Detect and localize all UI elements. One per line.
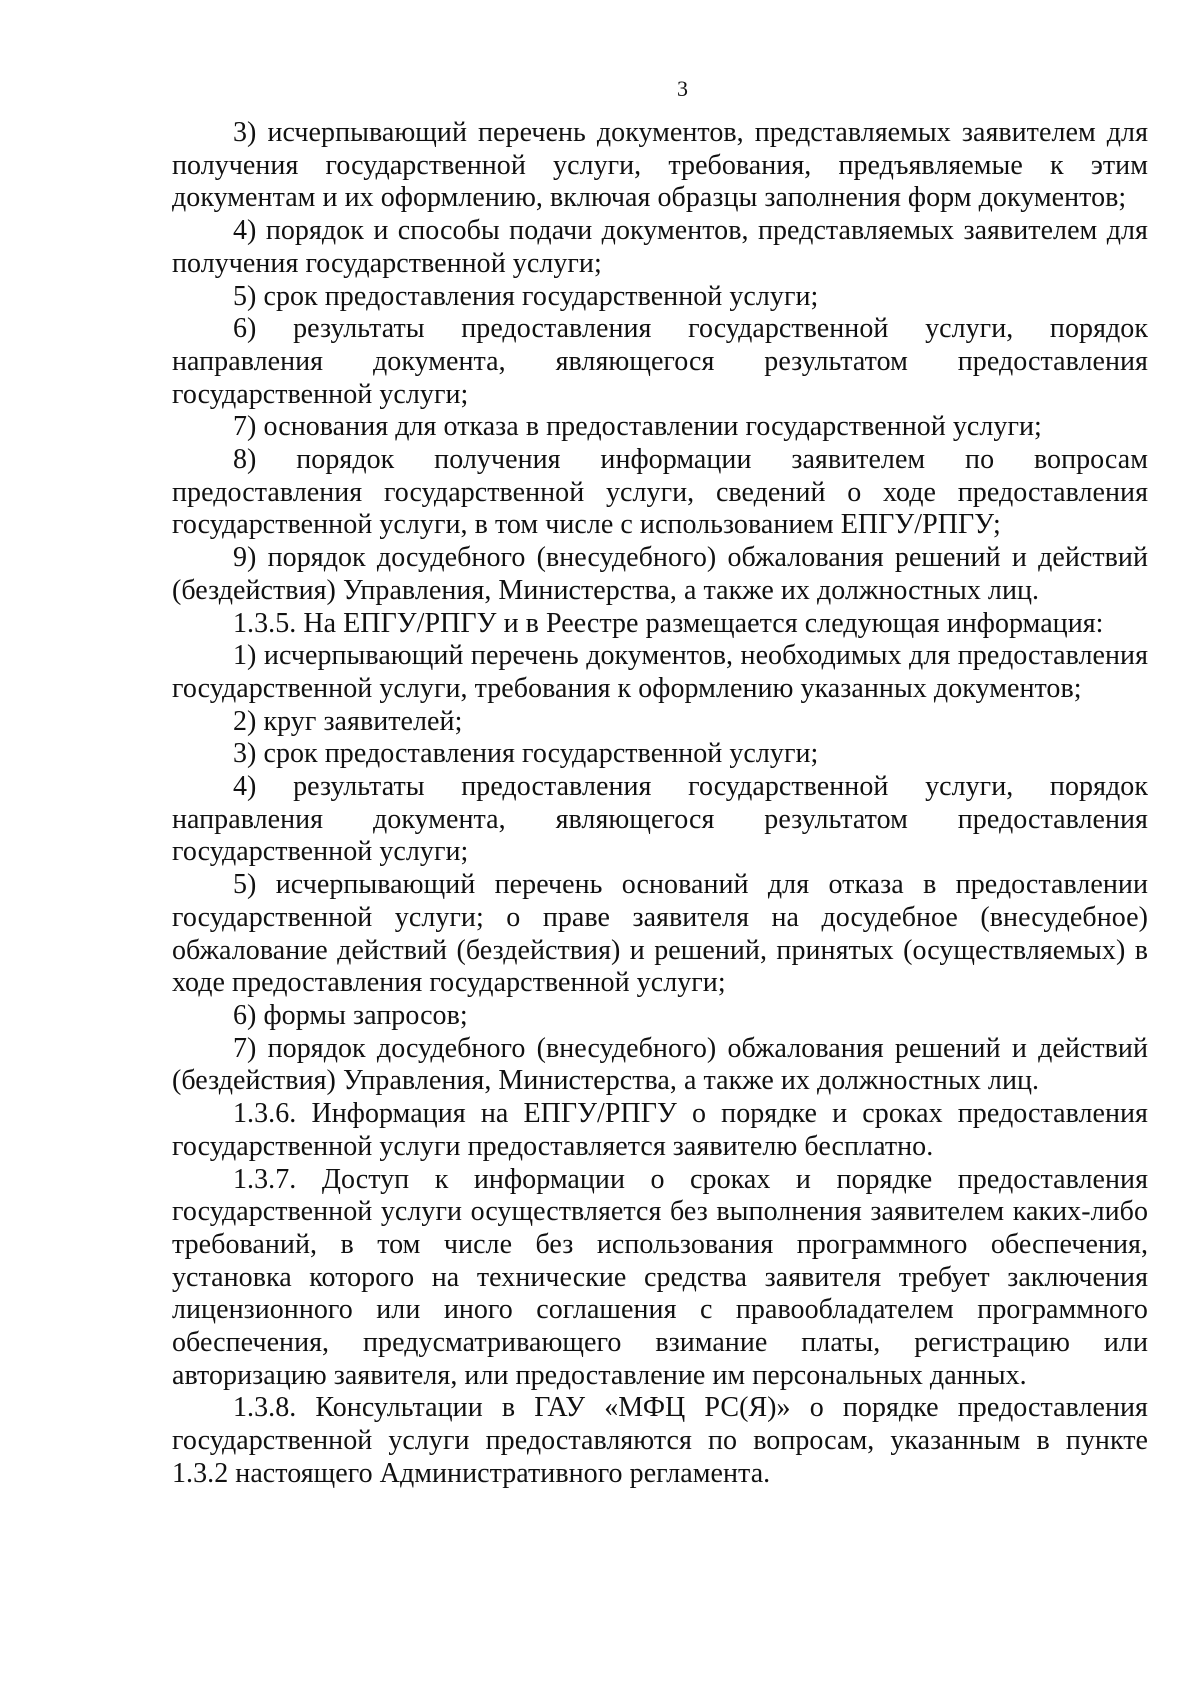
paragraph-subitem-3-service-term: 3) срок предоставления государственной услуги; <box>233 738 819 770</box>
paragraph-subitem-6-request-forms: 6) формы запросов; <box>233 999 468 1031</box>
paragraph-subitem-1-documents-list: 1) исчерпывающий перечень документов, необходимых для предоставления государственной услуги, требования к оформлению указанных документов; <box>172 640 1148 704</box>
paragraph-clause-1-3-5: 1.3.5. На ЕПГУ/РПГУ и в Реестре размещается следующая информация: <box>233 607 1104 639</box>
paragraph-item-9-appeal-procedure: 9) порядок досудебного (внесудебного) обжалования решений и действий (бездействия) Управления, Министерства, а также их должностных лиц. <box>172 542 1148 606</box>
paragraph-subitem-4-service-results: 4) результаты предоставления государственной услуги, порядок направления документа, являющегося результатом предоставления государственной услуги; <box>172 771 1148 868</box>
paragraph-clause-1-3-7: 1.3.7. Доступ к информации о сроках и порядке предоставления государственной услуги осуществляется без выполнения заявителем каких-либо требований, в том числе без использования программного обеспечения, установка которого на технические средства заявителя требует заключения лицензионного или иного соглашения с правообладателем программного обеспечения, предусматривающего взимание платы, регистрацию или авторизацию заявителя, или предоставление им персональных данных. <box>172 1163 1148 1391</box>
paragraph-item-6-service-results: 6) результаты предоставления государственной услуги, порядок направления документа, являющегося результатом предоставления государственной услуги; <box>172 313 1148 410</box>
paragraph-item-5-service-term: 5) срок предоставления государственной услуги; <box>233 280 819 312</box>
paragraph-item-4-submission-methods: 4) порядок и способы подачи документов, представляемых заявителем для получения государственной услуги; <box>172 215 1148 279</box>
paragraph-item-3-documents-list: 3) исчерпывающий перечень документов, представляемых заявителем для получения государственной услуги, требования, предъявляемые к этим документам и их оформлению, включая образцы заполнения форм документов; <box>172 117 1148 214</box>
paragraph-clause-1-3-8: 1.3.8. Консультации в ГАУ «МФЦ РС(Я)» о порядке предоставления государственной услуги предоставляются по вопросам, указанным в пункте 1.3.2 настоящего Административного регламента. <box>172 1392 1148 1489</box>
paragraph-subitem-2-applicants: 2) круг заявителей; <box>233 705 463 737</box>
paragraph-clause-1-3-6: 1.3.6. Информация на ЕПГУ/РПГУ о порядке и сроках предоставления государственной услуги предоставляется заявителю бесплатно. <box>172 1098 1148 1162</box>
document-body <box>172 117 1148 1491</box>
page-number: 3 <box>677 76 688 101</box>
paragraph-item-8-information-procedure: 8) порядок получения информации заявителем по вопросам предоставления государственной услуги, сведений о ходе предоставления государственной услуги, в том числе с использованием ЕПГУ/РПГУ; <box>172 444 1148 541</box>
paragraph-subitem-7-appeal-procedure: 7) порядок досудебного (внесудебного) обжалования решений и действий (бездействия) Управления, Министерства, а также их должностных лиц. <box>172 1032 1148 1097</box>
paragraph-item-7-refusal-grounds: 7) основания для отказа в предоставлении государственной услуги; <box>233 411 1042 443</box>
paragraph-subitem-5-refusal-grounds: 5) исчерпывающий перечень оснований для отказа в предоставлении государственной услуги; о праве заявителя на досудебное (внесудебное) обжалование действий (бездействия) и решений, принятых (осуществляемых) в ходе предоставления государственной услуги; <box>172 869 1148 999</box>
